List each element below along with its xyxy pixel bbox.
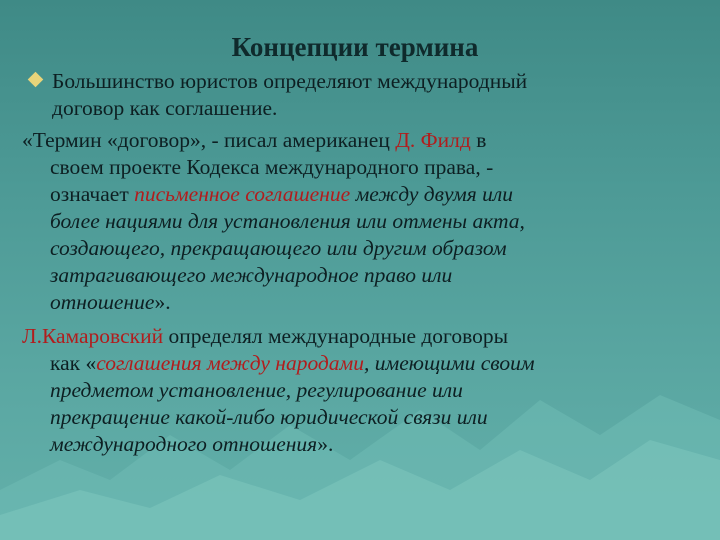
para2-line3 bbox=[22, 181, 702, 208]
para3-line2 bbox=[22, 350, 702, 377]
author-kamarovsky: Л.Камаровский bbox=[22, 324, 164, 348]
author-fild: Д. Филд bbox=[395, 128, 471, 152]
para2-line7-end: ». bbox=[154, 290, 171, 314]
para2-line7-text: отношение bbox=[50, 290, 155, 314]
para2-line7 bbox=[22, 289, 702, 316]
highlight-agreements-between-peoples: соглашения между народами bbox=[96, 351, 365, 375]
bullet1-line1: Большинство юристов определяют международный bbox=[52, 69, 528, 93]
para3-line5-end: ». bbox=[317, 432, 334, 456]
highlight-written-agreement: письменное соглашение bbox=[134, 182, 351, 206]
slide-title: Концепции термина bbox=[231, 32, 479, 62]
para2-line1 bbox=[22, 127, 702, 154]
quote-paragraph-fild bbox=[22, 127, 702, 316]
para3-line5-text: международного отношения bbox=[50, 432, 318, 456]
para2-line3-end: между двумя или bbox=[350, 182, 513, 206]
bullet1-line2: договор как соглашение. bbox=[52, 96, 278, 120]
quote-paragraph-kamarovsky bbox=[22, 323, 702, 458]
para3-line1 bbox=[22, 323, 702, 350]
para3-line2-start: как « bbox=[50, 351, 97, 375]
para2-line2: своем проекте Кодекса международного права, - bbox=[50, 155, 494, 179]
para2-line1-end: в bbox=[470, 128, 487, 152]
para2-line5: создающего, прекращающего или другим образом bbox=[50, 236, 507, 260]
diamond-bullet-icon bbox=[28, 72, 44, 88]
para2-line1-text: «Термин «договор», - писал американец bbox=[22, 128, 396, 152]
para3-line5 bbox=[22, 431, 702, 458]
para3-line1-text: определял международные договоры bbox=[163, 324, 509, 348]
para2-line4: более нациями для установления или отмены акта, bbox=[50, 209, 525, 233]
para3-line3: предметом установление, регулирование или bbox=[50, 378, 463, 402]
para3-line4: прекращение какой-либо юридической связи или bbox=[50, 405, 488, 429]
para3-line2-end: , имеющими своим bbox=[364, 351, 535, 375]
bullet-paragraph-1 bbox=[52, 68, 702, 122]
para2-line6: затрагивающего международное право или bbox=[50, 263, 453, 287]
para2-line3-text: означает bbox=[50, 182, 135, 206]
